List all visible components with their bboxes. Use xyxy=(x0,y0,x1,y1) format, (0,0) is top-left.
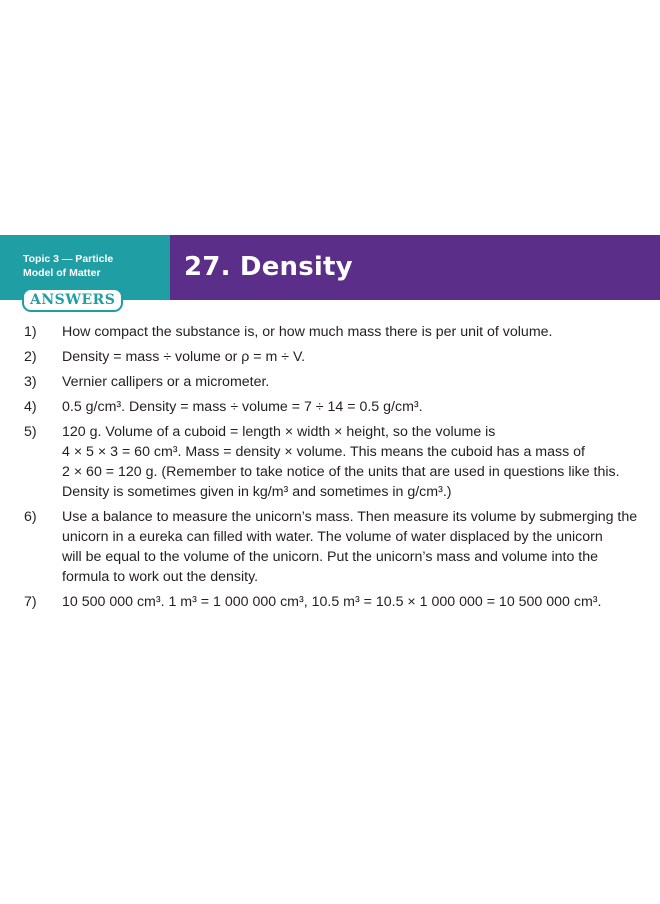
answer-number: 2) xyxy=(24,349,37,365)
title-panel xyxy=(170,235,660,300)
answer-line: 4 × 5 × 3 = 60 cm³. Mass = density × volume. This means the cuboid has a mass of xyxy=(62,444,585,460)
answer-line: will be equal to the volume of the unicorn. Put the unicorn’s mass and volume into the xyxy=(62,549,599,565)
answer-line: 2 × 60 = 120 g. (Remember to take notice of the units that are used in questions like this. xyxy=(62,464,620,480)
answer-line: unicorn in a eureka can filled with water. The volume of water displaced by the unicorn xyxy=(62,529,603,545)
answer-item xyxy=(0,372,660,392)
answer-line: Density = mass ÷ volume or ρ = m ÷ V. xyxy=(62,349,306,365)
answer-line: 0.5 g/cm³. Density = mass ÷ volume = 7 ÷ 14 = 0.5 g/cm³. xyxy=(62,399,423,415)
answer-line: Density is sometimes given in kg/m³ and sometimes in g/cm³.) xyxy=(62,484,452,500)
page-title: 27. Density xyxy=(184,252,353,282)
answers-list xyxy=(0,322,660,617)
answer-number: 5) xyxy=(24,424,37,440)
answer-number: 4) xyxy=(24,399,37,415)
answer-line: How compact the substance is, or how much mass there is per unit of volume. xyxy=(62,324,553,340)
topic-line-2: Model of Matter xyxy=(23,267,101,279)
answer-number: 7) xyxy=(24,594,37,610)
answer-item xyxy=(0,592,660,612)
answer-line: 120 g. Volume of a cuboid = length × width × height, so the volume is xyxy=(62,424,496,440)
answer-line: Vernier callipers or a micrometer. xyxy=(62,374,270,390)
page-header xyxy=(0,235,660,308)
answer-item xyxy=(0,347,660,367)
answer-item xyxy=(0,422,660,502)
answer-line: formula to work out the density. xyxy=(62,569,259,585)
topic-line-1: Topic 3 — Particle xyxy=(23,253,114,265)
answer-item xyxy=(0,322,660,342)
topic-label xyxy=(23,252,113,280)
answer-number: 6) xyxy=(24,509,37,525)
answer-number: 3) xyxy=(24,374,37,390)
answer-number: 1) xyxy=(24,324,37,340)
answer-line: 10 500 000 cm³. 1 m³ = 1 000 000 cm³, 10.5 m³ = 10.5 × 1 000 000 = 10 500 000 cm³. xyxy=(62,594,602,610)
answer-item xyxy=(0,397,660,417)
answer-line: Use a balance to measure the unicorn’s mass. Then measure its volume by submerging the xyxy=(62,509,638,525)
answer-item xyxy=(0,507,660,587)
answers-badge: ANSWERS xyxy=(22,288,123,312)
